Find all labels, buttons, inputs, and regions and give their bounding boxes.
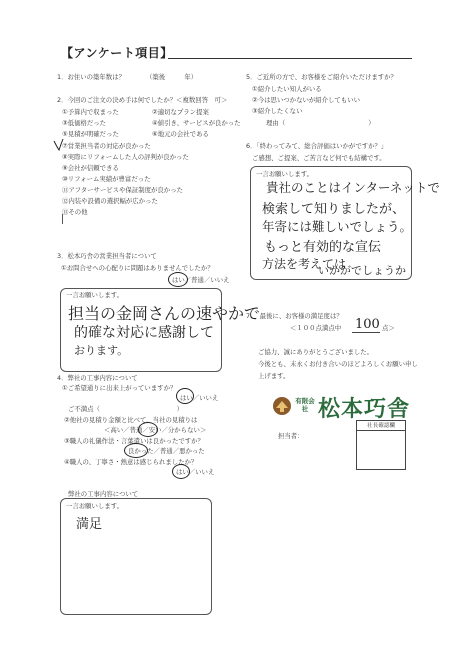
q6-sub: ご感想、ご提案、ご苦言など何でも結構です。: [252, 154, 386, 162]
tantou-label: 担当者：: [278, 432, 304, 440]
q4-sub2: 弊社の工事内容について: [68, 490, 139, 498]
other-bracket: [62, 214, 67, 224]
q3-handwriting: 的確な対応に感謝して: [74, 325, 214, 341]
q4-item: ④職人の、丁寧さ・熱意は感じられましたか？: [64, 458, 198, 466]
stamp-label: 社長確認欄: [357, 421, 405, 431]
q4-text: 4．弊社の工事内容について: [57, 374, 138, 382]
thanks-line: ご協力、誠にありがとうございました。: [258, 348, 374, 356]
q2-text: 2．今回のご注文の決め手は何でしたか？＜複数回答 可＞: [57, 96, 228, 104]
score-underline: [352, 332, 380, 333]
q2-option: ③低価格だった: [62, 119, 107, 127]
title-rule: [168, 58, 412, 59]
q4-item: ①ご希望通りに出来上がっていますか？: [62, 384, 177, 392]
q2-option-selected: ⑦営業担当者の対応が良かった: [62, 142, 151, 150]
q6-handwriting: 年寄には難しいでしょう。: [262, 219, 413, 234]
q3-choice: はい／普通／いいえ: [172, 276, 230, 284]
q5-text: 5．ご近所の方で、お客様をご紹介いただけますか？: [246, 73, 397, 81]
q4-box-label: 一言お願いします。: [66, 502, 124, 510]
q2-option: ⑫内装や設備の選択幅が広かった: [62, 197, 158, 205]
q6-handwriting: もっと有効的な宣伝: [264, 240, 382, 255]
q5-option: ③紹介したくない: [252, 107, 303, 115]
q4-item: ご不満点（ ）: [68, 405, 184, 413]
q6-handwriting: いかがでしょうか: [318, 264, 406, 277]
q3-text: 3．松本巧舎の営業担当者について: [57, 252, 157, 260]
q4-item: ③職人の礼儀作法・言葉遣いは良かったですか？: [64, 437, 204, 445]
q4-choice: 良かった／普通／悪かった: [128, 447, 205, 455]
q2-option: ⑧実際にリフォームした人の評判が良かった: [62, 153, 189, 161]
q4-choice: はい／いいえ: [176, 468, 215, 476]
q7-text: 7． 最後に、お客様の満足度は？: [246, 312, 343, 320]
q4-choice: はい／いいえ: [180, 394, 219, 402]
answer-circle: [138, 422, 158, 437]
page-title: 【アンケート項目】: [61, 46, 173, 60]
president-check-box: [356, 420, 406, 470]
q6-handwriting: 検索して知りましたが、: [262, 202, 406, 217]
q6-handwriting: 貴社のことはインターネットで: [266, 180, 440, 195]
answer-circle: [176, 388, 194, 404]
q5-option: ①紹介したい知人がいる: [252, 85, 322, 93]
q7-score-suffix: 点＞: [382, 324, 395, 332]
q4-handwriting: 満足: [76, 517, 103, 532]
q2-option: ⑬その他: [62, 208, 88, 216]
q2-option: ⑪アフターサービスや保証制度が良かった: [62, 186, 183, 194]
thanks-line: 上げます。: [258, 372, 290, 380]
q2-option: ⑩リフォーム実績が豊富だった: [62, 175, 151, 183]
checkmark-icon: [52, 138, 64, 152]
q3-handwriting: 担当の金岡さんの速やかで: [68, 304, 261, 323]
q4-choice: ＜高い／普通／安い／分からない＞: [104, 426, 207, 434]
q2-option: ④値引き、サービスが良かった: [152, 119, 241, 127]
thanks-line: 今後とも、末永くお付き合いのほどよろしくお願い申し: [258, 360, 418, 368]
q7-score-prefix: ＜１００点満点中: [290, 324, 342, 332]
logo-company-name: 松本巧舎: [318, 396, 411, 422]
q5-reason: 理由（ ）: [266, 119, 375, 127]
q2-option: ①予算内で収まった: [62, 108, 119, 116]
answer-circle: [124, 443, 148, 458]
q1-text: 1．お住いの築年数は？: [57, 73, 125, 81]
q6-handwriting: 方法を考えては: [262, 257, 347, 271]
q1-answer: （築後 年）: [146, 73, 198, 81]
q3-box-label: 一言お願いします。: [66, 291, 124, 299]
q2-option: ⑤見積が明確だった: [62, 130, 119, 138]
company-logo-icon: [272, 396, 292, 416]
q7-score: 100: [355, 317, 380, 332]
q2-option: ⑨会社が信頼できる: [62, 164, 119, 172]
q3-sub: ①お問合せへの心配りに問題はありませんでしたか？: [61, 264, 214, 272]
q3-handwriting: おります。: [74, 344, 129, 357]
q6-box-label: 一言お願いします。: [256, 170, 314, 178]
q2-option: ②適切なプラン提案: [152, 108, 209, 116]
answer-circle: [168, 272, 188, 287]
logo-company-type: 有限会社: [295, 397, 315, 413]
q5-option: ②今は思いつかないが紹介してもいい: [252, 96, 360, 104]
answer-circle: [172, 464, 190, 479]
q2-option: ⑥地元の会社である: [152, 130, 209, 138]
q6-text: 6．「終わってみて、総合評価はいかがですか？」: [246, 142, 388, 150]
q4-item: ②他社の見積り金額と比べて、当社の見積りは: [64, 416, 198, 424]
